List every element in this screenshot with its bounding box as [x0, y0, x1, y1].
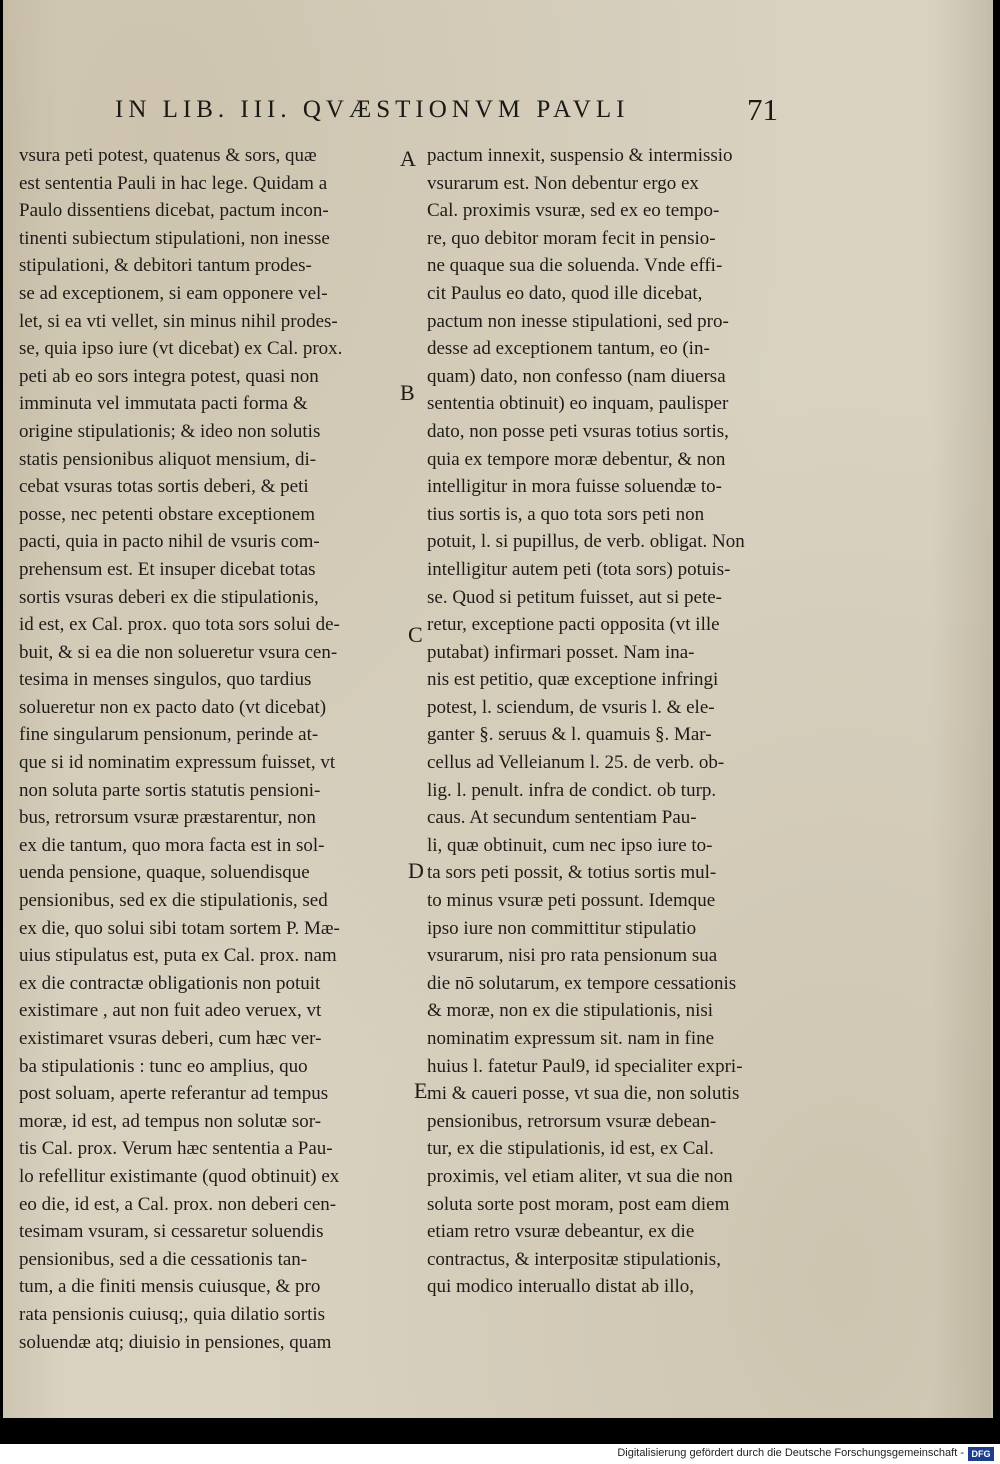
text-line: tesimam vsuram, si cessaretur soluendis [19, 1221, 324, 1243]
text-line: potest, l. sciendum, de vsuris l. & ele- [427, 696, 715, 718]
text-line: tius sortis is, a quo tota sors peti non [427, 503, 705, 525]
text-line: existimare , aut non fuit adeo veruex, vt [19, 1000, 322, 1022]
text-line: ba stipulationis : tunc eo amplius, quo [19, 1055, 308, 1077]
text-line: pactum non inesse stipulationi, sed pro- [427, 310, 729, 332]
text-line: se, quia ipso iure (vt dicebat) ex Cal. prox. [19, 338, 343, 360]
text-line: eo die, id est, a Cal. prox. non deberi cen- [19, 1193, 337, 1215]
text-line: imminuta vel immutata pacti forma & [19, 393, 308, 415]
margin-letter-c: C [408, 622, 423, 647]
text-line: tis Cal. prox. Verum hæc sententia a Pau- [19, 1138, 333, 1160]
text-line: est sententia Pauli in hac lege. Quidam a [19, 172, 328, 194]
text-line: cellus ad Velleianum l. 25. de verb. ob- [427, 752, 725, 774]
text-line: fine singularum pensionum, perinde at- [19, 724, 319, 746]
text-line: die nō solutarum, ex tempore cessationis [427, 972, 737, 994]
book-page [3, 0, 993, 1418]
text-line: peti ab eo sors integra potest, quasi non [19, 365, 319, 387]
text-line: to minus vsuræ peti possunt. Idemque [427, 890, 716, 912]
text-line: se ad exceptionem, si eam opponere vel- [19, 282, 328, 304]
text-line: pensionibus, retrorsum vsuræ debean- [427, 1110, 717, 1132]
text-line: lig. l. penult. infra de condict. ob turp. [427, 779, 717, 801]
text-line: solueretur non ex pacto dato (vt dicebat) [19, 696, 327, 718]
text-line: & moræ, non ex die stipulationis, nisi [427, 1000, 714, 1022]
text-line: tinenti subiectum stipulationi, non inesse [19, 227, 330, 249]
text-line: quia ex tempore moræ debentur, & non [427, 448, 726, 470]
text-line: desse ad exceptionem tantum, eo (in- [427, 338, 710, 360]
text-line: moræ, id est, ad tempus non solutæ sor- [19, 1110, 322, 1132]
text-line: qui modico interuallo distat ab illo, [427, 1276, 695, 1298]
margin-letter-a: A [400, 146, 416, 171]
text-line: cebat vsuras totas sortis deberi, & peti [19, 476, 309, 498]
margin-letter-d: D [408, 858, 424, 883]
text-line: ex die contractæ obligationis non potuit [19, 972, 321, 994]
text-line: tur, ex die stipulationis, id est, ex Cal. [427, 1138, 714, 1160]
text-line: lo refellitur existimante (quod obtinuit) ex [19, 1165, 340, 1187]
text-line: post soluam, aperte referantur ad tempus [19, 1083, 329, 1105]
text-line: origine stipulationis; & ideo non solutis [19, 420, 321, 442]
text-line: statis pensionibus aliquot mensium, di- [19, 448, 317, 470]
text-line: cit Paulus eo dato, quod ille dicebat, [427, 282, 703, 304]
text-line: ta sors peti possit, & totius sortis mul- [427, 862, 717, 884]
text-line: pactum innexit, suspensio & intermissio [427, 145, 733, 166]
text-line: tesima in menses singulos, quo tardius [19, 669, 312, 691]
text-line: ipso iure non committitur stipulatio [427, 917, 697, 939]
text-line: Cal. proximis vsuræ, sed ex eo tempo- [427, 200, 720, 222]
text-line: nis est petitio, quæ exceptione infringi [427, 669, 719, 691]
text-line: quam) dato, non confesso (nam diuersa [427, 365, 726, 387]
margin-letter-b: B [400, 380, 415, 405]
right-text-column [427, 142, 819, 1301]
text-line: let, si ea vti vellet, sin minus nihil prodes- [19, 310, 338, 332]
text-line: pensionibus, sed ex die stipulationis, sed [19, 890, 328, 912]
text-line: retur, exceptione pacti opposita (vt ille [427, 614, 720, 636]
text-line: pensionibus, sed a die cessationis tan- [19, 1248, 308, 1270]
digitization-credit: Digitalisierung gefördert durch die Deutsche Forschungsgemeinschaft - [617, 1447, 964, 1459]
footer-bar [0, 1444, 1000, 1464]
text-line: sententia obtinuit) eo inquam, paulisper [427, 393, 729, 415]
running-head: IN LIB. III. QVÆSTIONVM PAVLI [115, 96, 630, 123]
text-line: tum, a die finiti mensis cuiusque, & pro [19, 1276, 321, 1298]
page-number: 71 [747, 92, 778, 127]
left-text-column [19, 142, 403, 1356]
text-line: ganter §. seruus & l. quamuis §. Mar- [427, 724, 712, 746]
text-line: rata pensionis cuiusq;, quia dilatio sortis [19, 1303, 326, 1325]
text-line: soluendæ atq; diuisio in pensiones, quam [19, 1331, 332, 1353]
text-line: id est, ex Cal. prox. quo tota sors solui de- [19, 614, 340, 636]
text-line: ex die tantum, quo mora facta est in sol- [19, 834, 325, 856]
text-line: proximis, vel etiam aliter, vt sua die non [427, 1165, 733, 1187]
text-line: intelligitur autem peti (tota sors) potuis- [427, 558, 731, 580]
text-line: li, quæ obtinuit, cum nec ipso iure to- [427, 834, 713, 856]
text-line: dato, non posse peti vsuras totius sortis, [427, 420, 729, 442]
text-line: contractus, & interpositæ stipulationis, [427, 1248, 721, 1270]
text-line: se. Quod si petitum fuisset, aut si pete- [427, 586, 722, 608]
text-line: Paulo dissentiens dicebat, pactum incon- [19, 200, 329, 222]
text-line: posse, nec petenti obstare exceptionem [19, 503, 315, 525]
text-line: ex die, quo solui sibi totam sortem P. Mæ- [19, 917, 340, 939]
margin-letter-e: E [414, 1078, 428, 1103]
text-line: etiam retro vsuræ debeantur, ex die [427, 1221, 695, 1243]
text-line: soluta sorte post moram, post eam diem [427, 1193, 730, 1215]
text-line: pacti, quia in pacto nihil de vsuris com- [19, 531, 320, 553]
text-line: nominatim expressum sit. nam in fine [427, 1028, 715, 1049]
text-line: stipulationi, & debitori tantum prodes- [19, 255, 312, 277]
dfg-logo: DFG [968, 1447, 994, 1461]
text-line: putabat) infirmari posset. Nam ina- [427, 641, 695, 663]
text-line: mi & caueri posse, vt sua die, non solutis [427, 1083, 740, 1105]
text-line: uius stipulatus est, puta ex Cal. prox. nam [19, 945, 337, 967]
text-line: vsurarum, nisi pro rata pensionum sua [427, 945, 718, 967]
text-line: vsurarum est. Non debentur ergo ex [427, 172, 699, 194]
text-line: caus. At secundum sententiam Pau- [427, 807, 697, 829]
text-line: sortis vsuras deberi ex die stipulationis, [19, 586, 319, 608]
text-line: ne quaque sua die soluenda. Vnde effi- [427, 255, 723, 277]
text-line: intelligitur in mora fuisse soluendæ to- [427, 476, 722, 498]
text-line: bus, retrorsum vsuræ præstarentur, non [19, 807, 316, 829]
text-line: huius l. fatetur Paul9, id specialiter expri- [427, 1055, 743, 1077]
text-line: existimaret vsuras deberi, cum hæc ver- [19, 1028, 322, 1049]
text-line: potuit, l. si pupillus, de verb. obligat. Non [427, 531, 745, 553]
text-line: que si id nominatim expressum fuisset, vt [19, 752, 336, 774]
text-line: prehensum est. Et insuper dicebat totas [19, 558, 316, 580]
text-line: non soluta parte sortis statutis pensioni- [19, 779, 321, 801]
text-line: vsura peti potest, quatenus & sors, quæ [19, 145, 317, 166]
text-line: buit, & si ea die non solueretur vsura cen- [19, 641, 338, 663]
text-line: re, quo debitor moram fecit in pensio- [427, 227, 716, 249]
text-line: uenda pensione, quaque, soluendisque [19, 862, 310, 884]
